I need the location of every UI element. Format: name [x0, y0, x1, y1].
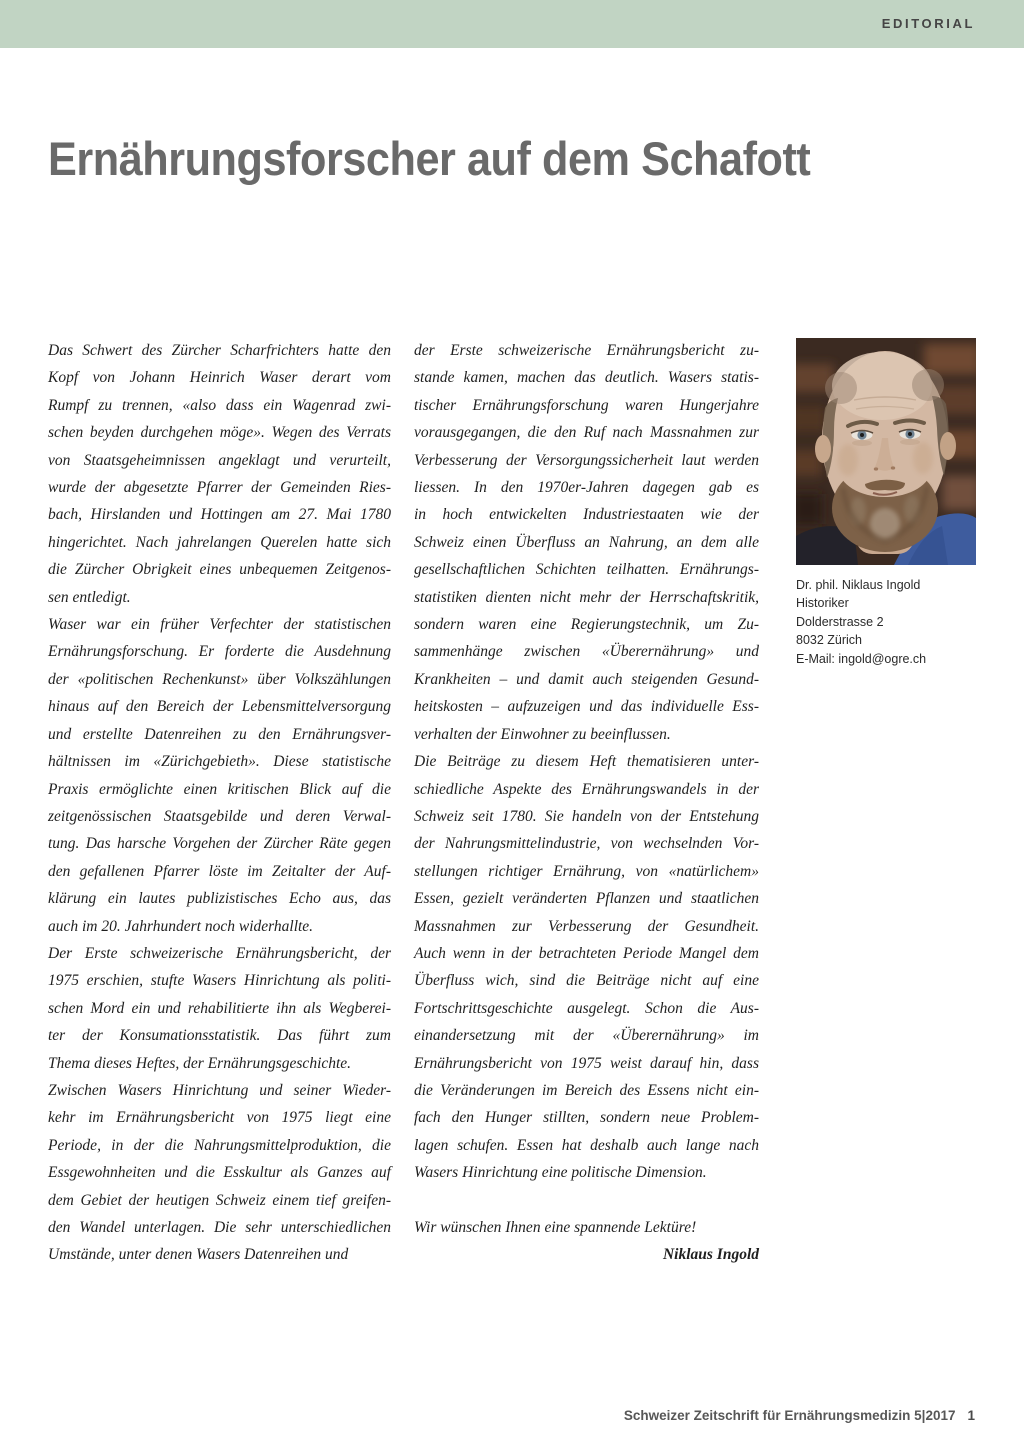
- text-line: ter der Konsumationsstatistik. Das führt zum: [48, 1027, 391, 1045]
- paragraph: [414, 1241, 759, 1268]
- text-line: von Staatsgeheimnissen angeklagt und verurteilt,: [48, 451, 391, 469]
- text-line: sondern waren eine Regierungstechnik, um Zu-: [414, 616, 759, 634]
- text-line: der «politischen Rechenkunst» über Volkszählungen: [48, 670, 391, 688]
- page-title: Ernährungsforscher auf dem Schafott: [48, 132, 811, 186]
- text-line: schen beyden durchgehen möge». Wegen des Verrats: [48, 424, 391, 442]
- text-line: lagen schufen. Essen hat deshalb auch lange nach: [414, 1136, 759, 1154]
- text-line: gesellschaftlichen Schichten teilhatten. Ernährungs-: [414, 561, 759, 579]
- text-line: der Nahrungsmittelindustrie, von wechselnden Vor-: [414, 835, 759, 853]
- text-line: liessen. In den 1970er-Jahren dagegen gab es: [414, 479, 759, 497]
- text-line: schen Mord ein und rehabilitierte ihn als Wegberei-: [48, 999, 391, 1017]
- paragraph: [48, 940, 391, 1077]
- text-line: auch im 20. Jahrhundert noch widerhallte.: [48, 917, 314, 935]
- section-label: EDITORIAL: [881, 16, 975, 31]
- text-line: Die Beiträge zu diesem Heft thematisieren unter-: [414, 753, 759, 771]
- text-line: Niklaus Ingold: [662, 1246, 759, 1264]
- text-line: Der Erste schweizerische Ernährungsbericht, der: [48, 944, 391, 962]
- text-line: stellungen richtiger Ernährung, von «natürlichem»: [414, 862, 759, 880]
- caption-line: Historiker: [796, 596, 849, 611]
- text-line: Waser war ein früher Verfechter der statistischen: [48, 616, 391, 634]
- paragraph: [48, 1077, 391, 1269]
- text-line: fach den Hunger stillten, sondern neue Problem-: [414, 1109, 759, 1127]
- text-line: Schweiz seit 1780. Sie handeln von der Entstehung: [414, 807, 759, 825]
- paragraph: [414, 1214, 759, 1241]
- text-line: Kopf von Johann Heinrich Waser derart vom: [48, 369, 391, 387]
- text-line: verhalten der Einwohner zu beeinflussen.: [414, 725, 671, 743]
- text-line: stande kamen, machen das deutlich. Wasers statis-: [414, 369, 759, 387]
- text-line: Auch wenn in der betrachteten Periode Mangel dem: [414, 944, 759, 962]
- text-line: Rumpf zu trennen, «also dass ein Wagenrad zwi-: [48, 396, 391, 414]
- article-body: [48, 337, 759, 1269]
- text-line: Überfluss wich, sind die Beiträge nicht auf eine: [414, 972, 759, 990]
- text-line: bach, Hirslanden und Hottingen am 27. Mai 1780: [48, 506, 391, 524]
- text-line: Essen, gezielt veränderten Pflanzen und staatlichen: [414, 890, 759, 908]
- text-line: Fortschrittsgeschichte ausgelegt. Schon die Aus-: [414, 999, 759, 1017]
- text-line: sammenhänge zwischen «Überernährung» und: [414, 643, 759, 661]
- text-line: Massnahmen zur Verbesserung der Gesundheit.: [414, 917, 759, 935]
- text-line: klärung ein lautes publizistisches Echo aus, das: [48, 890, 391, 908]
- text-line: dem Gebiet der heutigen Schweiz einem tief greifen-: [48, 1191, 391, 1209]
- text-line: Wir wünschen Ihnen eine spannende Lektüre!: [414, 1218, 697, 1236]
- author-caption: [796, 576, 976, 668]
- portrait-photo: [796, 338, 976, 565]
- paragraph: [48, 337, 391, 611]
- text-line: Wasers Hinrichtung eine politische Dimension.: [414, 1164, 707, 1182]
- text-line: Periode, in der die Nahrungsmittelproduktion, die: [48, 1136, 391, 1154]
- text-line: Zwischen Wasers Hinrichtung und seiner Wieder-: [48, 1081, 391, 1099]
- text-line: den Wandel unterlagen. Die sehr unterschiedlichen: [48, 1219, 391, 1236]
- header-band: [0, 0, 1024, 48]
- caption-line: Dr. phil. Niklaus Ingold: [796, 578, 921, 592]
- text-line: hinaus auf den Bereich der Lebensmittelversorgung: [48, 698, 391, 716]
- text-line: schiedliche Aspekte des Ernährungswandels in der: [414, 780, 759, 798]
- paragraph: [414, 748, 759, 1187]
- text-line: Schweiz einen Überfluss an Nahrung, an dem alle: [414, 533, 759, 551]
- text-line: hingerichtet. Nach jahrelangen Querelen hatte sich: [48, 533, 391, 551]
- text-line: Verbesserung der Versorgungssicherheit laut werden: [414, 451, 759, 469]
- text-line: vorausgegangen, die den Ruf nach Massnahmen zur: [414, 424, 759, 442]
- journal-name: Schweizer Zeitschrift für Ernährungsmedizin 5|2017: [623, 1408, 956, 1423]
- article-column-right: [414, 337, 759, 1269]
- text-line: in hoch entwickelten Industriestaaten wie der: [414, 506, 759, 524]
- text-line: Ernährungsforschung. Er forderte die Ausdehnung: [48, 643, 391, 661]
- page-number: 1: [967, 1408, 975, 1423]
- text-line: Krankheiten – und damit auch steigenden Gesund-: [414, 670, 759, 688]
- text-line: tung. Das harsche Vorgehen der Zürcher Räte gegen: [48, 835, 391, 853]
- text-line: Thema dieses Heftes, der Ernährungsgeschichte.: [48, 1054, 352, 1072]
- article-column-left: [48, 337, 391, 1269]
- caption-line: 8032 Zürich: [796, 633, 863, 648]
- text-line: einandersetzung mit der «Überernährung» im: [414, 1027, 759, 1045]
- text-line: 1975 erschien, stufte Wasers Hinrichtung als politi-: [48, 972, 391, 990]
- text-line: Ernährungsbericht von 1975 weist darauf hin, dass: [414, 1054, 759, 1072]
- text-line: den gefallenen Pfarrer löste im Zeitalter der Auf-: [48, 862, 391, 880]
- text-line: sen entledigt.: [48, 588, 131, 606]
- text-line: kehr im Ernährungsbericht von 1975 liegt eine: [48, 1109, 391, 1127]
- text-line: hältnissen im «Zürichgebieth». Diese statistische: [48, 753, 391, 771]
- caption-line: E-Mail: ingold@ogre.ch: [796, 651, 927, 666]
- text-line: Umstände, unter denen Wasers Datenreihen und: [48, 1246, 349, 1264]
- text-line: und erstellte Datenreihen zu den Ernährungsver-: [48, 725, 391, 743]
- text-line: wurde der abgesetzte Pfarrer der Gemeinden Ries-: [48, 479, 391, 497]
- text-line: Essgewohnheiten und die Esskultur als Ganzes auf: [48, 1164, 391, 1182]
- text-line: heitskosten – aufzuzeigen und das individuelle Ess-: [414, 698, 759, 716]
- text-line: zeitgenössischen Staatsgebilde und deren Verwal-: [48, 807, 391, 825]
- paragraph: [414, 337, 759, 748]
- text-line: Praxis ermöglichte einen kritischen Blick auf die: [48, 780, 391, 798]
- text-line: Das Schwert des Zürcher Scharfrichters hatte den: [48, 342, 391, 359]
- author-box: [796, 338, 976, 668]
- paragraph: [48, 611, 391, 940]
- text-line: der Erste schweizerische Ernährungsbericht zu-: [414, 342, 759, 359]
- text-line: statistiken dienten nicht mehr der Herrschaftskritik,: [414, 588, 759, 606]
- text-line: tischer Ernährungsforschung waren Hungerjahre: [414, 396, 759, 414]
- text-line: die Veränderungen im Bereich des Essens nicht ein-: [414, 1081, 759, 1099]
- caption-line: Dolderstrasse 2: [796, 614, 884, 629]
- text-line: die Zürcher Obrigkeit eines unbequemen Zeitgenos-: [48, 561, 391, 579]
- page-footer: [624, 1408, 975, 1423]
